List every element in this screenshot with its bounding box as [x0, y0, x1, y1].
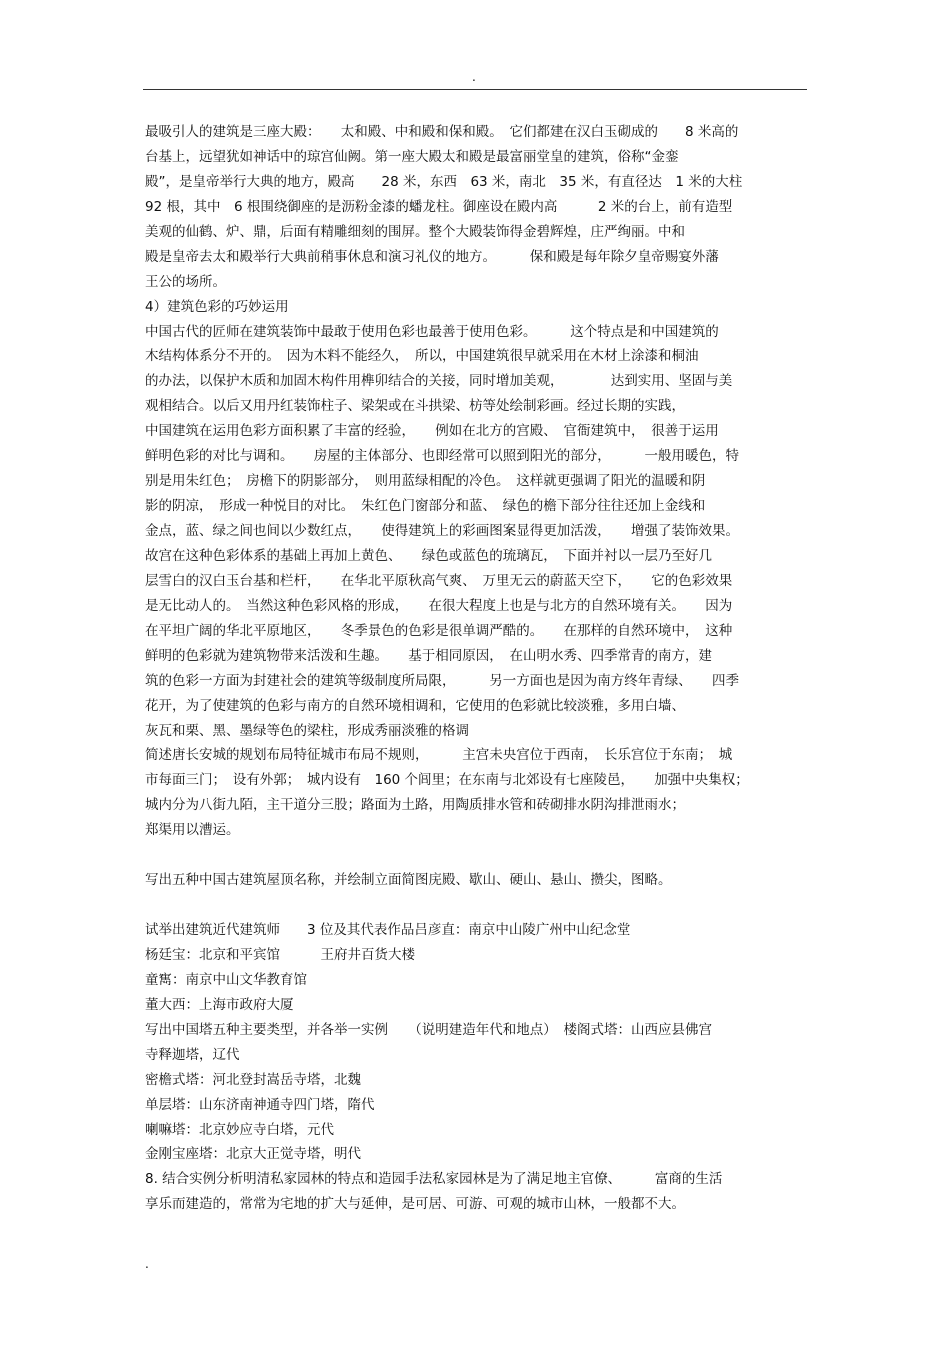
text-line: 董大西：上海市政府大厦	[145, 996, 294, 1013]
text-line: 花开，为了使建筑的色彩与南方的自然环境相调和，它使用的色彩就比较淡雅，多用白墙、	[145, 697, 685, 714]
text-line: 殿是皇帝去太和殿举行大典前稍事休息和演习礼仪的地方。 保和殿是每年除夕皇帝赐宴外藩	[145, 248, 719, 265]
text-line: 写出中国塔五种主要类型，并各举一实例 （说明建造年代和地点） 楼阁式塔：山西应县佛宫	[145, 1021, 712, 1038]
blank-line	[145, 893, 809, 918]
text-line: 写出五种中国古建筑屋顶名称，并绘制立面简图庑殿、歇山、硬山、悬山、攒尖，图略。	[145, 872, 672, 889]
text-line: 密檐式塔：河北登封嵩岳寺塔，北魏	[145, 1071, 361, 1088]
text-line: 金点，蓝、绿之间也间以少数红点， 使得建筑上的彩画图案显得更加活泼， 增强了装饰效果。	[145, 523, 739, 539]
text-line: 层雪白的汉白玉台基和栏杆， 在华北平原秋高气爽、 万里无云的蔚蓝天空下， 它的色彩效果	[145, 572, 733, 589]
text-line: 影的阴凉， 形成一种悦目的对比。 朱红色门窗部分和蓝、 绿色的檐下部分往往还加上金线和	[145, 498, 706, 515]
text-line: 金刚宝座塔：北京大正觉寺塔，明代	[145, 1146, 361, 1163]
text-line: 4）建筑色彩的巧妙运用	[145, 298, 289, 315]
text-line: 台基上，远望犹如神话中的琼宫仙阙。第一座大殿太和殿是最富丽堂皇的建筑，俗称“金銮	[145, 148, 679, 165]
header-rule	[143, 89, 807, 90]
text-line: 木结构体系分不开的。 因为木料不能经久， 所以，中国建筑很早就采用在木材上涂漆和桐油	[145, 348, 699, 365]
text-line: 鲜明色彩的对比与调和。 房屋的主体部分、也即经常可以照到阳光的部分， 一般用暖色，特	[145, 448, 739, 465]
text-line: 8. 结合实例分析明清私家园林的特点和造园手法私家园林是为了满足地主官僚、 富商的生活	[145, 1171, 723, 1188]
text-line: 是无比动人的。 当然这种色彩风格的形成， 在很大程度上也是与北方的自然环境有关。 因为	[145, 597, 733, 614]
text-line: 筑的色彩一方面为封建社会的建筑等级制度所局限， 另一方面也是因为南方终年青绿、 四季	[145, 672, 739, 689]
text-line: 童寯：南京中山文华教育馆	[145, 971, 307, 988]
text-line: 中国建筑在运用色彩方面积累了丰富的经验， 例如在北方的宫殿、 官衙建筑中， 很善于运用	[145, 423, 719, 440]
text-line: 的办法，以保护木质和加固木构件用榫卯结合的关接，同时增加美观， 达到实用、坚固与美	[145, 373, 733, 390]
text-line: 别是用朱红色； 房檐下的阴影部分， 则用蓝绿相配的冷色。 这样就更强调了阳光的温暖和阴	[145, 473, 706, 490]
document-body	[145, 120, 809, 1217]
text-line: 美观的仙鹤、炉、鼎，后面有精雕细刻的围屏。整个大殿装饰得金碧辉煌，庄严绚丽。中和	[145, 223, 685, 240]
text-line: 寺释迦塔，辽代	[145, 1046, 240, 1063]
text-line: 中国古代的匠师在建筑装饰中最敢于使用色彩也最善于使用色彩。 这个特点是和中国建筑的	[145, 323, 719, 340]
text-line: 杨廷宝：北京和平宾馆 王府井百货大楼	[145, 946, 415, 963]
text-line: 故宫在这种色彩体系的基础上再加上黄色、 绿色或蓝色的琉璃瓦， 下面并衬以一层乃至好几	[145, 547, 712, 564]
text-line: 殿”，是皇帝举行大典的地方，殿高 28 米，东西 63 米，南北 35 米，有直径达 1 米的大柱	[145, 173, 743, 190]
text-line: 简述唐长安城的规划布局特征城市布局不规则， 主宫未央宫位于西南， 长乐宫位于东南； 城	[145, 747, 733, 764]
text-line: 92 根，其中 6 根围绕御座的是沥粉金漆的蟠龙柱。御座设在殿内高 2 米的台上，前有造型	[145, 198, 733, 215]
footer-mark: .	[145, 1257, 149, 1271]
text-line: 享乐而建造的，常常为宅地的扩大与延伸，是可居、可游、可观的城市山林，一般都不大。	[145, 1196, 685, 1213]
text-line: 王公的场所。	[145, 273, 226, 290]
text-line: 喇嘛塔：北京妙应寺白塔，元代	[145, 1121, 334, 1138]
text-line: 单层塔：山东济南神通寺四门塔，隋代	[145, 1096, 375, 1113]
text-line: 市每面三门； 设有外郭； 城内设有 160 个闾里；在东南与北郊设有七座陵邑， 加强中央集权；	[145, 772, 749, 789]
text-line: 灰瓦和栗、黑、墨绿等色的梁柱，形成秀丽淡雅的格调	[145, 722, 469, 739]
text-line: 最吸引人的建筑是三座大殿： 太和殿、中和殿和保和殿。 它们都建在汉白玉砌成的 8 米高的	[145, 124, 739, 140]
text-line: 鲜明的色彩就为建筑物带来活泼和生趣。 基于相同原因， 在山明水秀、四季常青的南方，建	[145, 647, 712, 664]
text-line: 试举出建筑近代建筑师 3 位及其代表作品吕彦直：南京中山陵广州中山纪念堂	[145, 922, 631, 938]
text-line: 郑渠用以漕运。	[145, 822, 240, 839]
header-mark: .	[472, 70, 476, 84]
blank-line	[145, 843, 809, 868]
text-line: 在平坦广阔的华北平原地区， 冬季景色的色彩是很单调严酷的。 在那样的自然环境中， 这种	[145, 622, 733, 639]
text-line: 观相结合。以后又用丹红装饰柱子、梁架或在斗拱梁、枋等处绘制彩画。经过长期的实践，	[145, 398, 685, 415]
text-line: 城内分为八街九陌，主干道分三股；路面为土路，用陶质排水管和砖砌排水阴沟排泄雨水；	[145, 797, 685, 814]
